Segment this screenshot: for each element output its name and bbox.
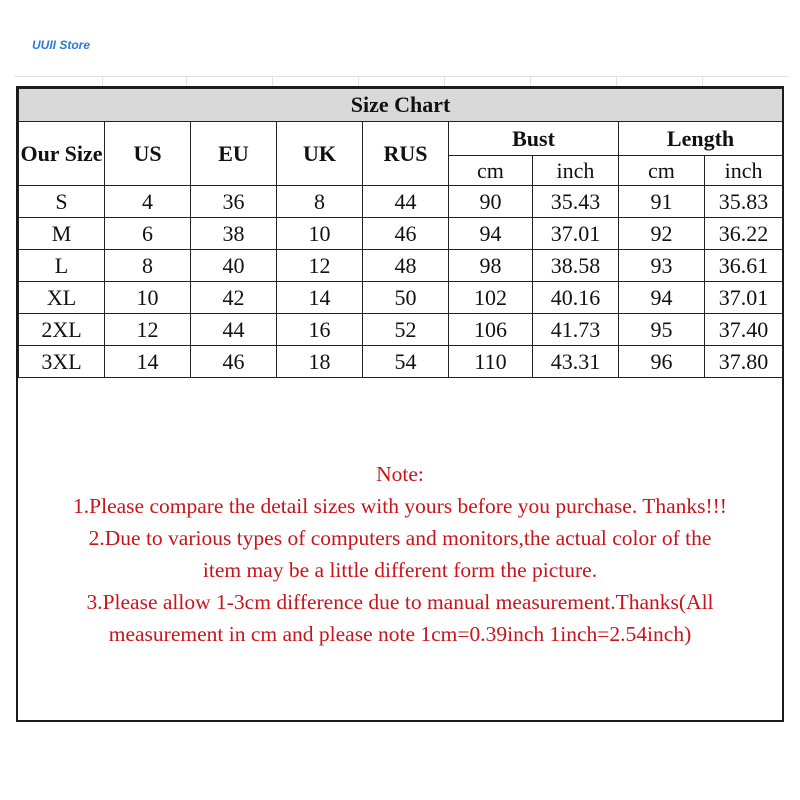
cell-length-cm: 96: [619, 346, 705, 378]
cell-rus: 44: [363, 186, 449, 218]
cell-bust-inch: 41.73: [533, 314, 619, 346]
header-us: US: [105, 122, 191, 186]
cell-eu: 36: [191, 186, 277, 218]
size-table: [18, 88, 783, 378]
cell-eu: 38: [191, 218, 277, 250]
header-bust: Bust: [449, 122, 619, 156]
cell-eu: 46: [191, 346, 277, 378]
header-our-size: Our Size: [19, 122, 105, 186]
cell-length-cm: 93: [619, 250, 705, 282]
cell-uk: 18: [277, 346, 363, 378]
table-row: [19, 218, 783, 250]
cell-bust-inch: 40.16: [533, 282, 619, 314]
cell-bust-cm: 110: [449, 346, 533, 378]
header-bust-inch: inch: [533, 156, 619, 186]
table-row: [19, 282, 783, 314]
header-bust-cm: cm: [449, 156, 533, 186]
cell-uk: 14: [277, 282, 363, 314]
cell-us: 12: [105, 314, 191, 346]
note-line: 2.Due to various types of computers and monitors,the actual color of the: [88, 526, 712, 550]
cell-eu: 44: [191, 314, 277, 346]
size-chart: [16, 86, 784, 722]
cell-us: 6: [105, 218, 191, 250]
cell-bust-cm: 94: [449, 218, 533, 250]
store-watermark: UUII Store: [32, 38, 91, 52]
notes-section: [18, 458, 782, 650]
header-length-inch: inch: [705, 156, 783, 186]
cell-uk: 10: [277, 218, 363, 250]
cell-length-inch: 37.80: [705, 346, 783, 378]
cell-length-cm: 92: [619, 218, 705, 250]
cell-rus: 46: [363, 218, 449, 250]
cell-bust-cm: 98: [449, 250, 533, 282]
cell-length-cm: 91: [619, 186, 705, 218]
table-row: [19, 250, 783, 282]
cell-rus: 48: [363, 250, 449, 282]
cell-bust-inch: 38.58: [533, 250, 619, 282]
cell-length-cm: 94: [619, 282, 705, 314]
header-rus: RUS: [363, 122, 449, 186]
cell-length-inch: 36.22: [705, 218, 783, 250]
cell-rus: 50: [363, 282, 449, 314]
header-length-cm: cm: [619, 156, 705, 186]
cell-uk: 16: [277, 314, 363, 346]
cell-size: 3XL: [19, 346, 105, 378]
cell-size: S: [19, 186, 105, 218]
cell-uk: 12: [277, 250, 363, 282]
table-row: [19, 186, 783, 218]
cell-bust-cm: 90: [449, 186, 533, 218]
cell-length-cm: 95: [619, 314, 705, 346]
cell-eu: 42: [191, 282, 277, 314]
cell-bust-cm: 102: [449, 282, 533, 314]
cell-us: 8: [105, 250, 191, 282]
table-row: [19, 346, 783, 378]
cell-rus: 54: [363, 346, 449, 378]
cell-uk: 8: [277, 186, 363, 218]
cell-us: 4: [105, 186, 191, 218]
cell-bust-inch: 35.43: [533, 186, 619, 218]
cell-bust-inch: 37.01: [533, 218, 619, 250]
cell-length-inch: 37.40: [705, 314, 783, 346]
note-heading: Note:: [376, 462, 424, 486]
cell-us: 10: [105, 282, 191, 314]
cell-size: M: [19, 218, 105, 250]
cell-bust-cm: 106: [449, 314, 533, 346]
header-eu: EU: [191, 122, 277, 186]
cell-rus: 52: [363, 314, 449, 346]
note-line: measurement in cm and please note 1cm=0.39inch 1inch=2.54inch): [108, 622, 692, 646]
header-length: Length: [619, 122, 783, 156]
chart-title: Size Chart: [19, 89, 783, 122]
cell-bust-inch: 43.31: [533, 346, 619, 378]
cell-size: XL: [19, 282, 105, 314]
header-uk: UK: [277, 122, 363, 186]
cell-length-inch: 37.01: [705, 282, 783, 314]
cell-size: L: [19, 250, 105, 282]
cell-eu: 40: [191, 250, 277, 282]
table-row: [19, 314, 783, 346]
note-line: 3.Please allow 1-3cm difference due to manual measurement.Thanks(All: [86, 590, 714, 614]
cell-length-inch: 35.83: [705, 186, 783, 218]
note-line: 1.Please compare the detail sizes with yours before you purchase. Thanks!!!: [73, 494, 727, 518]
note-line: item may be a little different form the picture.: [202, 558, 598, 582]
cell-size: 2XL: [19, 314, 105, 346]
cell-us: 14: [105, 346, 191, 378]
cell-length-inch: 36.61: [705, 250, 783, 282]
